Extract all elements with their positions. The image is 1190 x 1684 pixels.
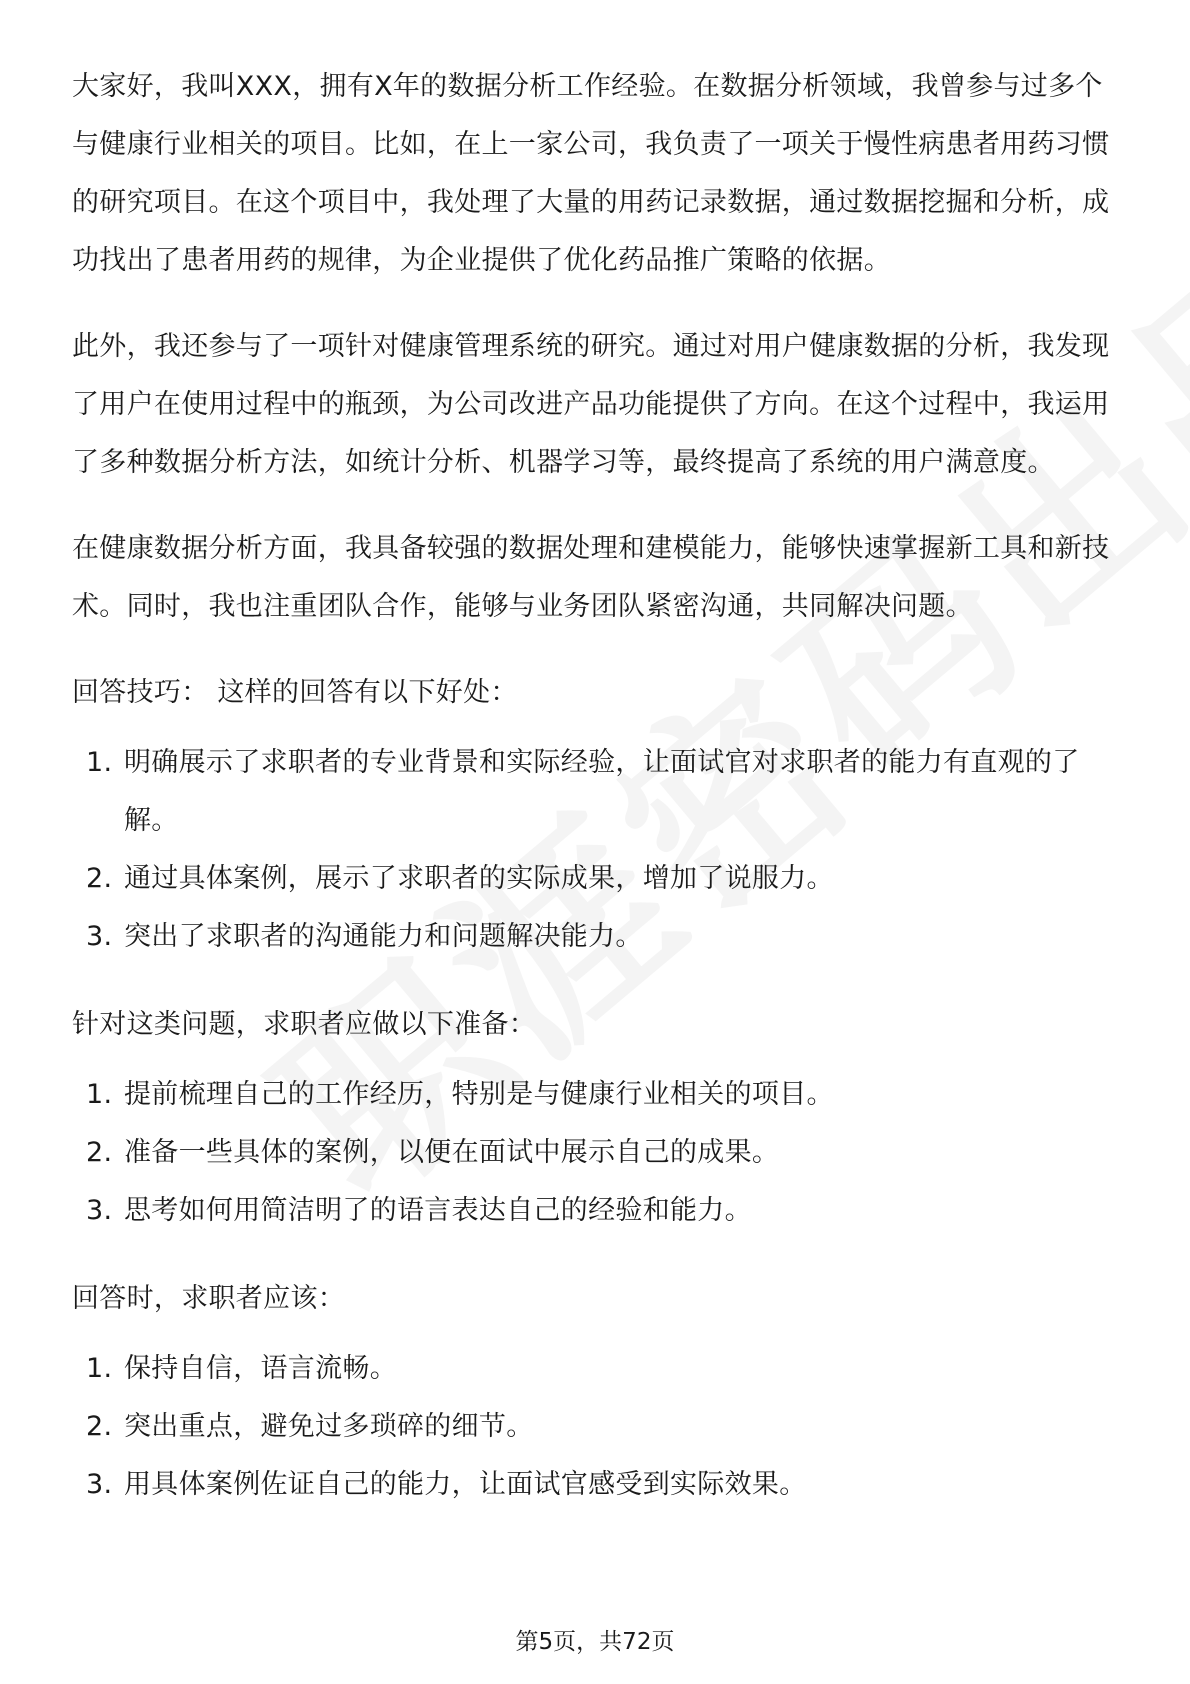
list-text: 通过具体案例，展示了求职者的实际成果，增加了说服力。 <box>124 863 834 894</box>
list-number: 3. <box>86 921 113 952</box>
list-item <box>72 1124 1122 1182</box>
list-number: 2. <box>86 863 113 894</box>
list-text: 保持自信，语言流畅。 <box>124 1353 397 1384</box>
list-item <box>72 734 1122 850</box>
list-number: 1. <box>86 747 113 778</box>
list-number: 3. <box>86 1195 113 1226</box>
list-text: 用具体案例佐证自己的能力，让面试官感受到实际效果。 <box>124 1469 807 1500</box>
list-item <box>72 850 1122 908</box>
page-content <box>72 58 1122 1544</box>
list-text: 提前梳理自己的工作经历，特别是与健康行业相关的项目。 <box>124 1079 834 1110</box>
page-number-footer: 第5页，共72页 <box>515 1629 675 1655</box>
list-number: 2. <box>86 1411 113 1442</box>
answer-list <box>72 1340 1122 1514</box>
list-item <box>72 1398 1122 1456</box>
intro-paragraph-2: 此外，我还参与了一项针对健康管理系统的研究。通过对用户健康数据的分析，我发现了用户在使用过程中的瓶颈，为公司改进产品功能提供了方向。在这个过程中，我运用了多种数据分析方法，如统计分析、机器学习等，最终提高了系统的用户满意度。 <box>72 331 1110 478</box>
list-text: 明确展示了求职者的专业背景和实际经验，让面试官对求职者的能力有直观的了解。 <box>124 747 1080 836</box>
list-item <box>72 1340 1122 1398</box>
tips-label: 回答技巧： 这样的回答有以下好处： <box>72 677 518 708</box>
list-number: 1. <box>86 1079 113 1110</box>
list-item <box>72 908 1122 966</box>
list-text: 突出了求职者的沟通能力和问题解决能力。 <box>124 921 643 952</box>
list-item <box>72 1182 1122 1240</box>
tips-list <box>72 734 1122 966</box>
list-item <box>72 1066 1122 1124</box>
prep-label: 针对这类问题，求职者应做以下准备： <box>72 1009 537 1040</box>
list-number: 2. <box>86 1137 113 1168</box>
prep-list <box>72 1066 1122 1240</box>
list-item <box>72 1456 1122 1514</box>
list-number: 3. <box>86 1469 113 1500</box>
intro-paragraph-3: 在健康数据分析方面，我具备较强的数据处理和建模能力，能够快速掌握新工具和新技术。同时，我也注重团队合作，能够与业务团队紧密沟通，共同解决问题。 <box>72 533 1110 622</box>
list-text: 突出重点，避免过多琐碎的细节。 <box>124 1411 534 1442</box>
intro-paragraph-1: 大家好，我叫XXX，拥有X年的数据分析工作经验。在数据分析领域，我曾参与过多个与健康行业相关的项目。比如，在上一家公司，我负责了一项关于慢性病患者用药习惯的研究项目。在这个项目中，我处理了大量的用药记录数据，通过数据挖掘和分析，成功找出了患者用药的规律，为企业提供了优化药品推广策略的依据。 <box>72 71 1110 276</box>
list-text: 准备一些具体的案例，以便在面试中展示自己的成果。 <box>124 1137 780 1168</box>
list-number: 1. <box>86 1353 113 1384</box>
answer-label: 回答时，求职者应该： <box>72 1283 345 1314</box>
list-text: 思考如何用简洁明了的语言表达自己的经验和能力。 <box>124 1195 752 1226</box>
